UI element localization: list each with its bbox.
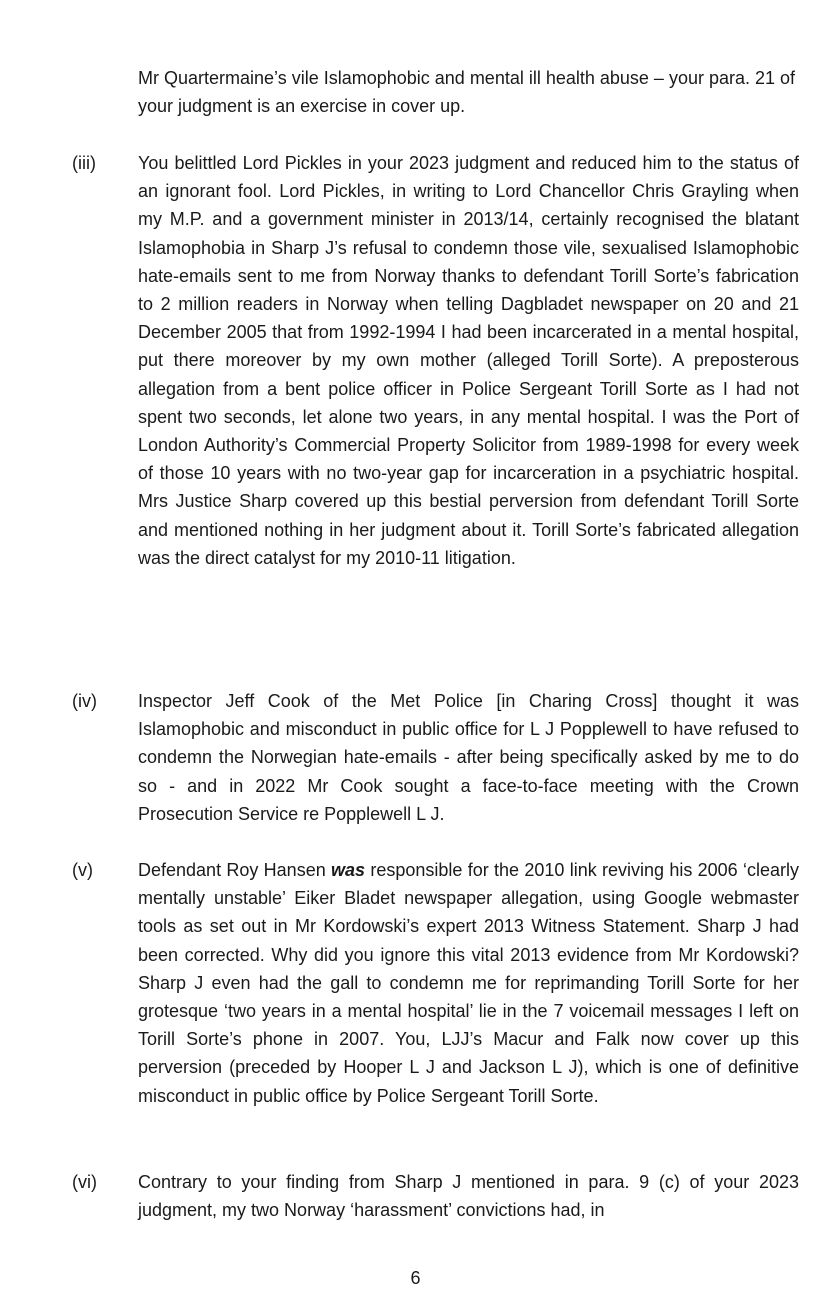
continuation-paragraph: Mr Quartermaine’s vile Islamophobic and mental ill health abuse – your para. 21 of your judgment is an exercise in cover up. [138, 68, 796, 117]
paragraph-number-iii: (iii) [72, 153, 96, 173]
paragraph-iv: Inspector Jeff Cook of the Met Police [in Charing Cross] thought it was Islamophobic and misconduct in public office for L J Popplewell to have refused to condemn the Norwegian hate-emails - after being specifically asked by me to do so - and in 2022 Mr Cook sought a face-to-face meeting with the Crown Prosecution Service re Popplewell L J. [138, 691, 799, 824]
page-number: 6 [410, 1268, 421, 1288]
paragraph-v-text-after: responsible for the 2010 link reviving his 2006 ‘clearly mentally unstable’ Eiker Bladet newspaper allegation, using Google webmaster tools as set out in Mr Kordowski’s expert 2013 Witness Statement. Sharp J had been corrected. Why did you ignore this vital 2013 evidence from Mr Kordowski? Sharp J even had the gall to condemn me for reprimanding Torill Sorte for her grotesque ‘two years in a mental hospital’ lie in the 7 voicemail messages I left on Torill Sorte’s phone in 2007. You, LJJ’s Macur and Falk now cover up this perversion (preceded by Hooper L J and Jackson L J), which is one of definitive misconduct in public office by Police Sergeant Torill Sorte. [138, 860, 799, 1106]
paragraph-v [138, 856, 799, 1110]
paragraph-iii: You belittled Lord Pickles in your 2023 judgment and reduced him to the status of an ignorant fool. Lord Pickles, in writing to Lord Chancellor Chris Grayling when my M.P. and a government minister in 2013/14, certainly recognised the blatant Islamophobia in Sharp J’s refusal to condemn those vile, sexualised Islamophobic hate-emails sent to me from Norway thanks to defendant Torill Sorte’s fabrication to 2 million readers in Norway when telling Dagbladet newspaper on 20 and 21 December 2005 that from 1992-1994 I had been incarcerated in a mental hospital, put there moreover by my own mother (alleged Torill Sorte). A preposterous allegation from a bent police officer in Police Sergeant Torill Sorte as I had not spent two seconds, let alone two years, in any mental hospital. I was the Port of London Authority’s Commercial Property Solicitor from 1989-1998 for every week of those 10 years with no two-year gap for incarceration in a psychiatric hospital. Mrs Justice Sharp covered up this bestial perversion from defendant Torill Sorte and mentioned nothing in her judgment about it. Torill Sorte’s fabricated allegation was the direct catalyst for my 2010-11 litigation. [138, 153, 799, 568]
paragraph-number-vi: (vi) [72, 1172, 97, 1192]
paragraph-number-iv: (iv) [72, 691, 97, 711]
paragraph-v-text-before: Defendant Roy Hansen [138, 860, 332, 880]
paragraph-v-emphasis: was [331, 860, 366, 880]
paragraph-number-v: (v) [72, 860, 93, 880]
paragraph-vi: Contrary to your finding from Sharp J mentioned in para. 9 (c) of your 2023 judgment, my two Norway ‘harassment’ convictions had, in [138, 1172, 799, 1221]
